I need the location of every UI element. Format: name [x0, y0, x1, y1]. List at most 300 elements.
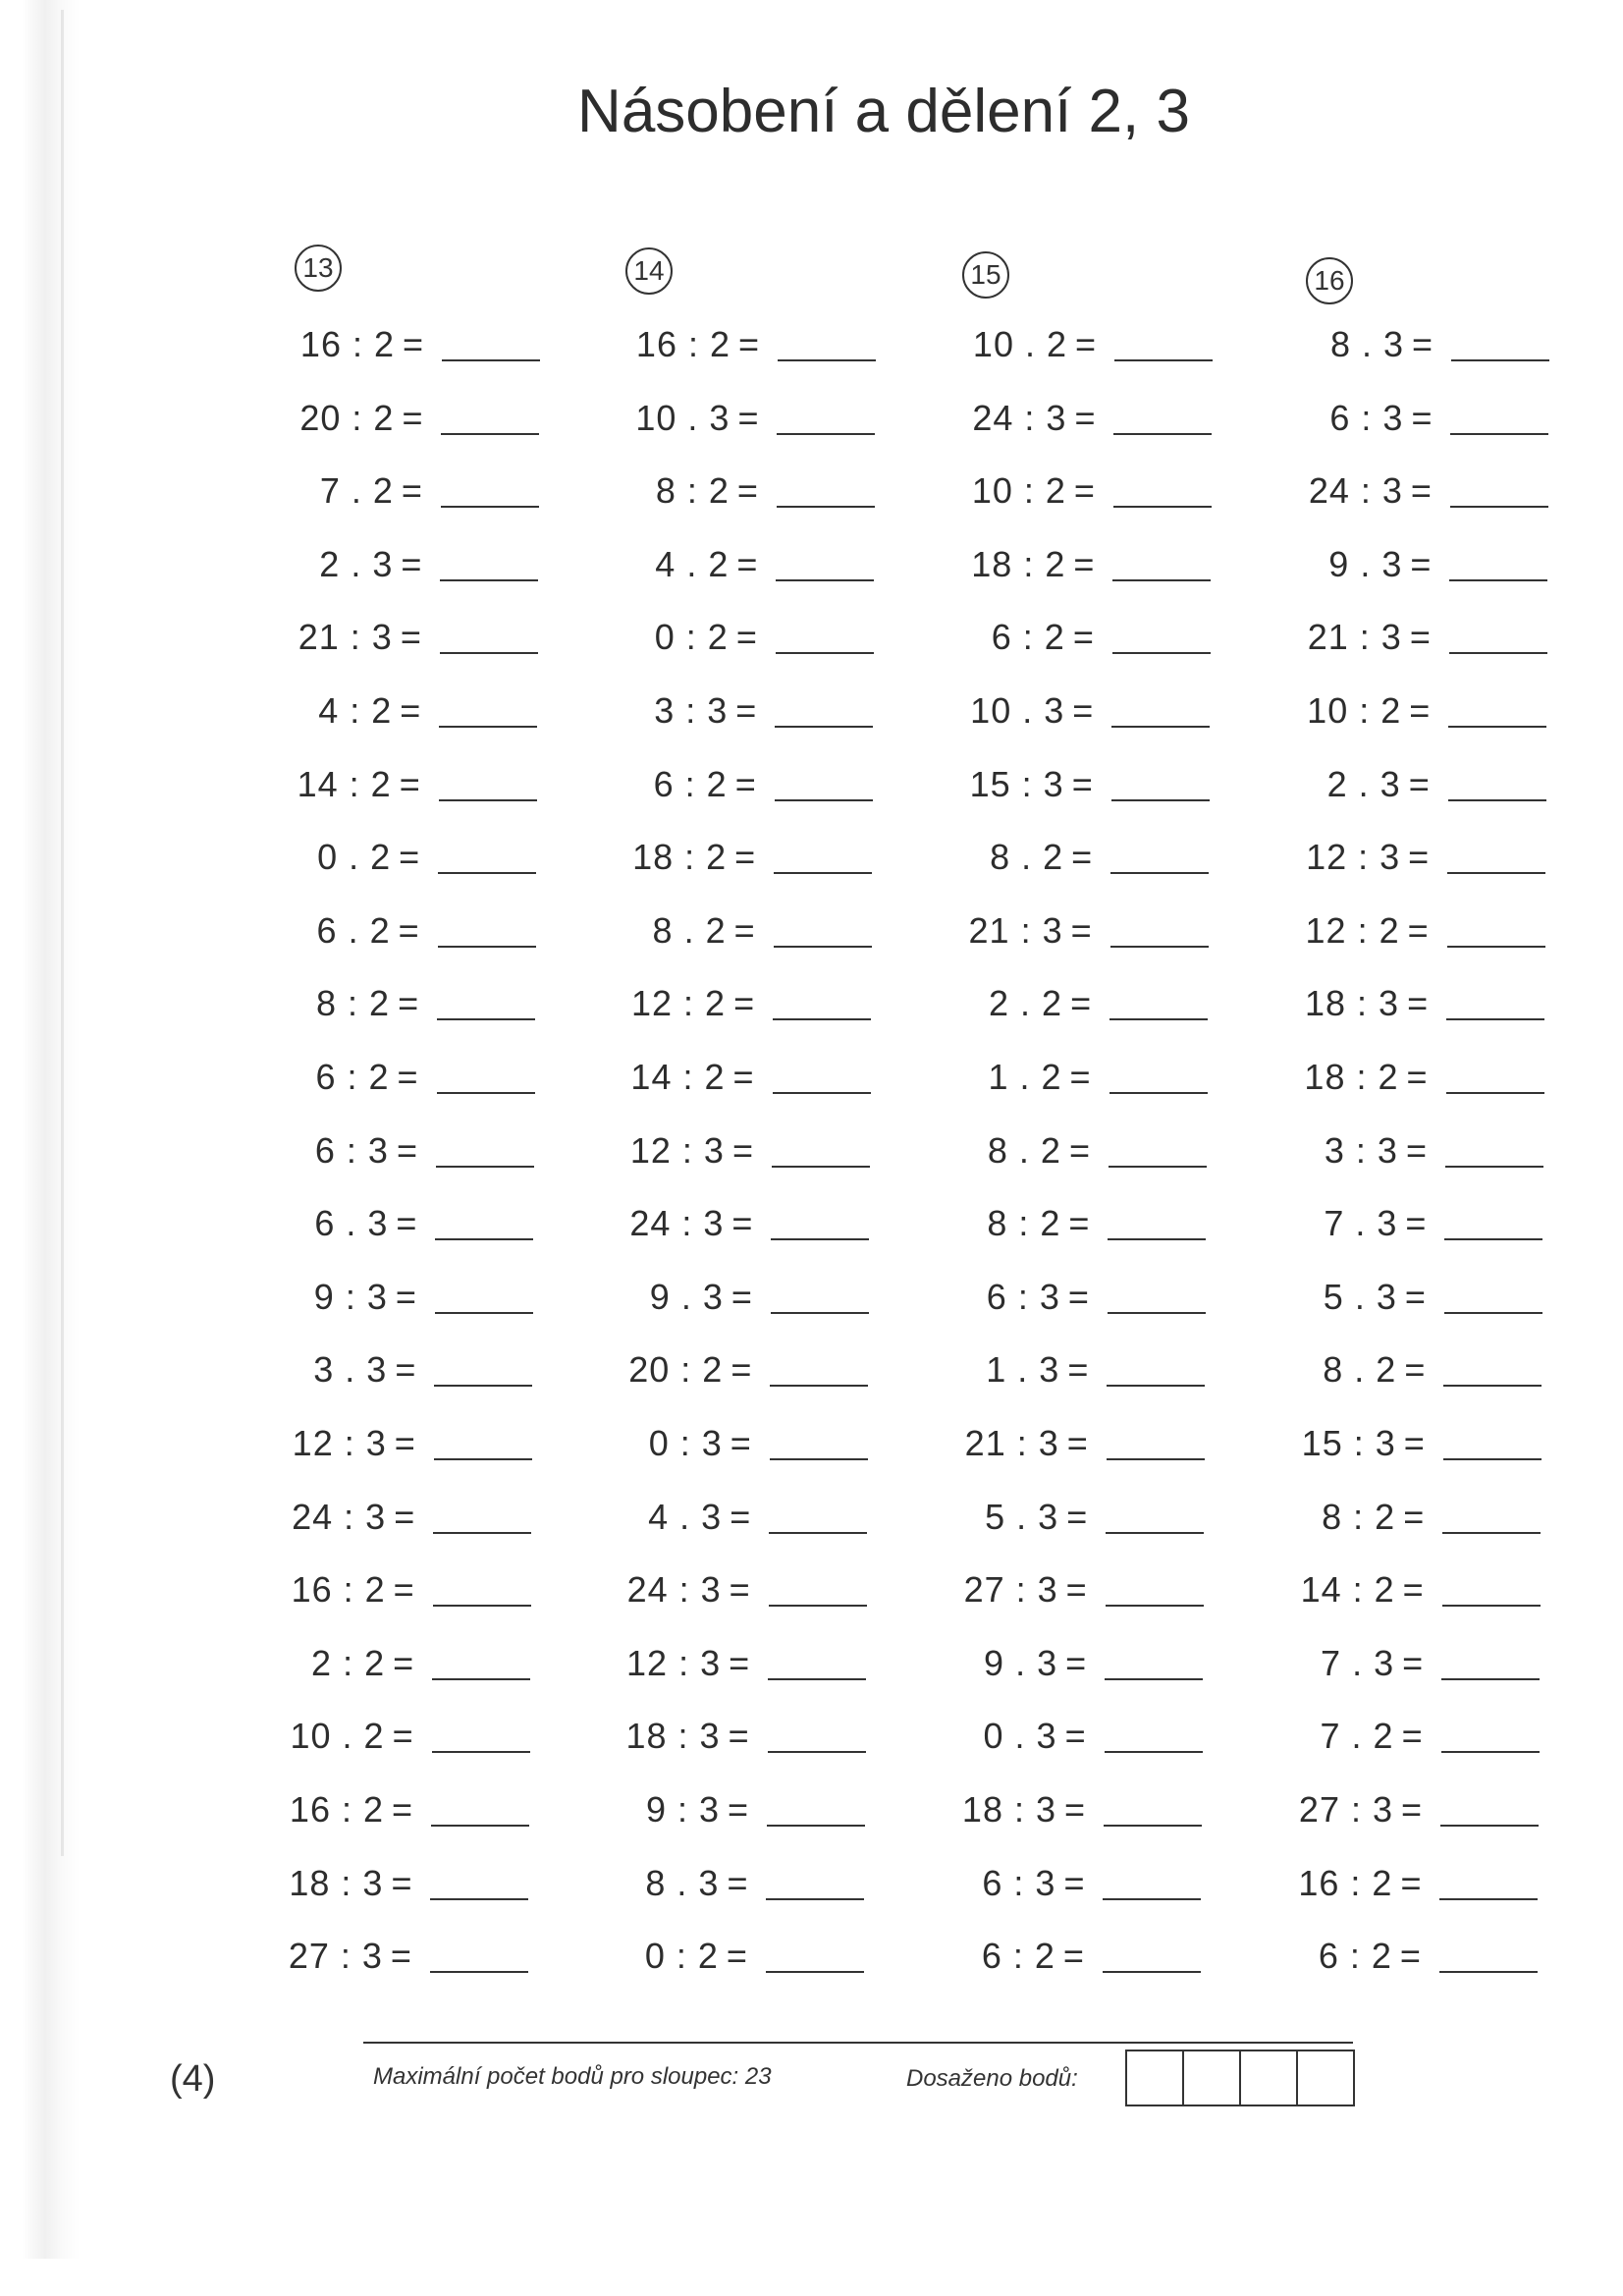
problem-expression: 8 . 2	[990, 837, 1064, 878]
answer-blank[interactable]	[430, 1898, 528, 1900]
equals-sign: =	[1409, 617, 1431, 658]
problem-expression: 6 : 3	[982, 1862, 1056, 1903]
problem-expression: 6 . 3	[314, 1203, 389, 1244]
answer-blank[interactable]	[1440, 1825, 1539, 1827]
problem-expression: 2 . 2	[989, 983, 1063, 1024]
problem-expression: 16 : 2	[1298, 1862, 1393, 1903]
problem-expression: 24 : 3	[626, 1569, 722, 1611]
problem-row	[1245, 320, 1559, 379]
problem-row	[562, 1712, 876, 1771]
problem-expression: 0 : 2	[644, 1936, 719, 1977]
problem-row	[569, 613, 884, 672]
problem-expression: 6 : 2	[981, 1936, 1055, 1977]
equals-sign: =	[1402, 1642, 1424, 1683]
problem-expression: 16 : 2	[635, 324, 730, 364]
answer-blank[interactable]	[1439, 1898, 1538, 1900]
equals-sign: =	[737, 397, 759, 438]
problem-row	[236, 320, 550, 379]
score-box[interactable]	[1125, 2050, 1184, 2106]
problem-expression: 7 . 2	[319, 470, 394, 512]
problem-expression: 7 . 3	[1324, 1203, 1398, 1244]
equals-sign: =	[730, 1349, 752, 1391]
problem-expression: 9 . 3	[649, 1276, 724, 1317]
answer-blank[interactable]	[441, 433, 539, 435]
problem-row	[235, 394, 549, 453]
answer-blank[interactable]	[439, 799, 537, 801]
problem-row	[565, 1199, 879, 1258]
problem-expression: 0 . 3	[983, 1716, 1057, 1757]
problem-row	[568, 833, 882, 892]
answer-blank[interactable]	[777, 506, 875, 508]
problem-row	[565, 1273, 879, 1332]
equals-sign: =	[398, 983, 419, 1024]
answer-blank[interactable]	[778, 359, 876, 361]
equals-sign: =	[1064, 1716, 1086, 1757]
answer-blank[interactable]	[774, 946, 872, 948]
problem-expression: 10 . 2	[290, 1716, 385, 1757]
problem-expression: 0 . 2	[317, 837, 392, 878]
problem-expression: 8 . 3	[645, 1862, 720, 1903]
answer-blank[interactable]	[441, 506, 539, 508]
problem-expression: 8 . 2	[652, 909, 727, 951]
problem-row	[896, 1859, 1211, 1918]
problem-expression: 27 : 3	[288, 1936, 383, 1977]
problem-row	[224, 1932, 538, 1991]
answer-blank[interactable]	[1448, 726, 1546, 728]
equals-sign: =	[397, 1057, 418, 1097]
answer-blank[interactable]	[1113, 433, 1212, 435]
problem-row	[1235, 1639, 1549, 1698]
problem-row	[904, 906, 1218, 965]
answer-blank[interactable]	[770, 1458, 868, 1460]
problem-row	[903, 979, 1217, 1038]
answer-blank[interactable]	[1443, 1458, 1542, 1460]
answer-blank[interactable]	[771, 1238, 869, 1240]
answer-blank[interactable]	[1107, 1458, 1205, 1460]
problem-row	[1238, 1273, 1552, 1332]
problem-expression: 9 : 3	[645, 1789, 720, 1830]
answer-blank[interactable]	[433, 1532, 531, 1534]
equals-sign: =	[1074, 397, 1096, 438]
problem-expression: 8 : 2	[1322, 1496, 1396, 1537]
answer-blank[interactable]	[771, 1312, 869, 1314]
equals-sign: =	[392, 1716, 413, 1757]
problem-row	[899, 1565, 1214, 1624]
answer-blank[interactable]	[1109, 1018, 1208, 1020]
problem-expression: 0 : 2	[654, 617, 729, 658]
answer-blank[interactable]	[1441, 1751, 1540, 1753]
answer-blank[interactable]	[1103, 1971, 1201, 1973]
problem-expression: 4 : 2	[318, 690, 393, 731]
footer-divider	[363, 2042, 1353, 2044]
problem-expression: 7 . 3	[1321, 1642, 1395, 1683]
problem-row	[905, 760, 1219, 819]
problem-expression: 6 : 3	[986, 1276, 1060, 1317]
problem-expression: 1 . 2	[988, 1057, 1062, 1097]
equals-sign: =	[1072, 617, 1094, 658]
problem-row	[1241, 906, 1555, 965]
answer-blank[interactable]	[431, 1825, 529, 1827]
problem-row	[897, 1785, 1212, 1844]
equals-sign: =	[736, 470, 758, 512]
answer-blank[interactable]	[773, 1092, 871, 1094]
column-number-badge: 14	[625, 247, 673, 295]
answer-blank[interactable]	[434, 1458, 532, 1460]
problem-row	[1240, 1053, 1554, 1112]
problem-row	[231, 1053, 545, 1112]
problem-row	[898, 1712, 1213, 1771]
equals-sign: =	[1410, 470, 1432, 512]
answer-blank[interactable]	[439, 726, 537, 728]
answer-blank[interactable]	[775, 726, 873, 728]
answer-blank[interactable]	[1442, 1532, 1541, 1534]
answer-blank[interactable]	[436, 1166, 534, 1168]
problem-row	[902, 1126, 1217, 1185]
problem-expression: 18 : 3	[961, 1789, 1056, 1830]
answer-blank[interactable]	[774, 872, 872, 874]
answer-blank[interactable]	[775, 799, 873, 801]
problem-row	[567, 979, 881, 1038]
problem-expression: 12 : 3	[626, 1642, 722, 1683]
equals-sign: =	[1067, 1349, 1089, 1391]
answer-blank[interactable]	[1444, 1238, 1542, 1240]
answer-blank[interactable]	[1107, 1385, 1205, 1387]
achieved-points-label: Dosaženo bodů:	[906, 2065, 1078, 2092]
equals-sign: =	[395, 1276, 416, 1317]
equals-sign: =	[730, 1423, 751, 1463]
problem-expression: 18 : 2	[632, 837, 728, 878]
problem-expression: 18 : 3	[1304, 983, 1400, 1024]
problem-expression: 27 : 3	[1298, 1789, 1393, 1830]
problem-expression: 21 : 3	[298, 617, 393, 658]
problem-row	[896, 1932, 1211, 1991]
answer-blank[interactable]	[1111, 726, 1210, 728]
equals-sign: =	[394, 1423, 415, 1463]
answer-blank[interactable]	[777, 433, 875, 435]
problem-expression: 1 . 3	[986, 1349, 1060, 1391]
problem-row	[568, 686, 883, 745]
answer-blank[interactable]	[434, 1385, 532, 1387]
answer-blank[interactable]	[770, 1385, 868, 1387]
problem-row	[1237, 1345, 1551, 1404]
answer-blank[interactable]	[1445, 1166, 1543, 1168]
answer-blank[interactable]	[438, 946, 536, 948]
equals-sign: =	[1407, 983, 1429, 1024]
equals-sign: =	[733, 983, 755, 1024]
answer-blank[interactable]	[1111, 799, 1210, 801]
equals-sign: =	[1075, 324, 1097, 364]
answer-blank[interactable]	[442, 359, 540, 361]
answer-blank[interactable]	[430, 1971, 528, 1973]
problem-expression: 8 . 3	[1329, 324, 1404, 364]
equals-sign: =	[402, 397, 423, 438]
answer-blank[interactable]	[437, 1092, 535, 1094]
answer-blank[interactable]	[1447, 946, 1545, 948]
answer-blank[interactable]	[766, 1898, 864, 1900]
problem-expression: 3 : 3	[1324, 1129, 1398, 1171]
problem-row	[234, 613, 548, 672]
equals-sign: =	[1401, 1716, 1423, 1757]
problem-expression: 8 . 2	[1323, 1349, 1397, 1391]
problem-expression: 14 : 2	[297, 763, 392, 804]
problem-expression: 10 : 2	[1307, 690, 1402, 731]
equals-sign: =	[1411, 397, 1433, 438]
equals-sign: =	[731, 1129, 753, 1171]
equals-sign: =	[726, 1936, 747, 1977]
answer-blank[interactable]	[1108, 1238, 1206, 1240]
problem-row	[230, 1126, 544, 1185]
equals-sign: =	[731, 1203, 753, 1244]
problem-row	[1240, 979, 1554, 1038]
answer-blank[interactable]	[767, 1825, 865, 1827]
equals-sign: =	[1404, 1349, 1426, 1391]
answer-blank[interactable]	[1449, 652, 1547, 654]
answer-blank[interactable]	[1442, 1605, 1541, 1607]
equals-sign: =	[1404, 1276, 1426, 1317]
problem-expression: 16 : 2	[289, 1789, 384, 1830]
problem-expression: 6 : 2	[1318, 1936, 1392, 1977]
problem-expression: 16 : 2	[291, 1569, 386, 1611]
problem-expression: 24 : 3	[629, 1203, 725, 1244]
answer-blank[interactable]	[435, 1238, 533, 1240]
problem-expression: 8 : 2	[987, 1203, 1061, 1244]
answer-blank[interactable]	[766, 1971, 864, 1973]
problem-expression: 9 : 3	[313, 1276, 388, 1317]
problem-row	[568, 906, 882, 965]
equals-sign: =	[728, 1789, 749, 1830]
answer-blank[interactable]	[1451, 359, 1549, 361]
problem-row	[1235, 1712, 1549, 1771]
answer-blank[interactable]	[1449, 579, 1547, 581]
problem-expression: 21 : 3	[968, 909, 1063, 951]
max-points-note: Maximální počet bodů pro sloupec: 23	[373, 2063, 772, 2090]
problem-row	[227, 1565, 541, 1624]
problem-expression: 8 : 2	[655, 470, 730, 512]
answer-blank[interactable]	[768, 1678, 866, 1680]
equals-sign: =	[734, 763, 756, 804]
problem-expression: 18 : 3	[289, 1862, 384, 1903]
answer-blank[interactable]	[1444, 1312, 1542, 1314]
answer-blank[interactable]	[1110, 872, 1209, 874]
problem-expression: 24 : 3	[1308, 470, 1403, 512]
problem-row	[1238, 1199, 1552, 1258]
problem-row	[1244, 394, 1558, 453]
answer-blank[interactable]	[1106, 1532, 1204, 1534]
problem-row	[570, 394, 885, 453]
problem-row	[234, 540, 548, 599]
equals-sign: =	[1405, 1129, 1427, 1171]
problem-row	[235, 466, 549, 525]
answer-blank[interactable]	[1106, 1605, 1204, 1607]
answer-blank[interactable]	[1447, 872, 1545, 874]
equals-sign: =	[727, 1862, 748, 1903]
scan-edge-line	[61, 10, 64, 1856]
equals-sign: =	[391, 1862, 412, 1903]
equals-sign: =	[401, 543, 422, 584]
equals-sign: =	[1063, 1862, 1085, 1903]
equals-sign: =	[401, 470, 422, 512]
problem-row	[564, 1345, 878, 1404]
problem-expression: 18 : 2	[1304, 1057, 1399, 1097]
problem-row	[563, 1493, 877, 1552]
equals-sign: =	[1069, 1057, 1091, 1097]
score-boxes	[1127, 2050, 1355, 2106]
equals-sign: =	[1072, 690, 1094, 731]
answer-blank[interactable]	[1113, 506, 1212, 508]
problem-expression: 14 : 2	[630, 1057, 726, 1097]
equals-sign: =	[1065, 1569, 1087, 1611]
equals-sign: =	[730, 1496, 751, 1537]
answer-blank[interactable]	[1446, 1018, 1544, 1020]
problem-expression: 14 : 2	[1300, 1569, 1395, 1611]
problem-expression: 2 . 3	[1326, 763, 1401, 804]
problem-expression: 0 : 3	[648, 1423, 723, 1463]
answer-blank[interactable]	[440, 579, 538, 581]
problem-row	[228, 1345, 542, 1404]
answer-blank[interactable]	[1112, 579, 1211, 581]
problem-row	[899, 1493, 1214, 1552]
equals-sign: =	[728, 1716, 749, 1757]
answer-blank[interactable]	[1450, 506, 1548, 508]
problem-row	[567, 1053, 881, 1112]
answer-blank[interactable]	[432, 1678, 530, 1680]
problem-expression: 16 : 2	[299, 324, 395, 364]
problem-row	[226, 1712, 540, 1771]
answer-blank[interactable]	[1112, 652, 1211, 654]
score-box[interactable]	[1239, 2050, 1298, 2106]
answer-blank[interactable]	[1103, 1898, 1201, 1900]
answer-blank[interactable]	[769, 1532, 867, 1534]
answer-blank[interactable]	[768, 1751, 866, 1753]
answer-blank[interactable]	[1104, 1825, 1202, 1827]
answer-blank[interactable]	[1105, 1751, 1203, 1753]
answer-blank[interactable]	[432, 1751, 530, 1753]
equals-sign: =	[393, 1642, 414, 1683]
problem-row	[229, 1199, 543, 1258]
problem-expression: 12 : 2	[630, 983, 727, 1024]
equals-sign: =	[729, 1642, 750, 1683]
worksheet-title: Násobení a dělení 2, 3	[577, 78, 1190, 145]
answer-blank[interactable]	[776, 579, 874, 581]
problem-row	[229, 1273, 543, 1332]
problem-row	[570, 466, 885, 525]
answer-blank[interactable]	[438, 872, 536, 874]
answer-blank[interactable]	[1109, 1092, 1208, 1094]
problem-row	[900, 1419, 1215, 1478]
answer-blank[interactable]	[773, 1018, 871, 1020]
problem-expression: 2 : 2	[311, 1642, 386, 1683]
equals-sign: =	[1066, 1496, 1088, 1537]
answer-blank[interactable]	[435, 1312, 533, 1314]
answer-blank[interactable]	[1114, 359, 1213, 361]
problem-row	[1233, 1859, 1547, 1918]
problem-row	[227, 1493, 541, 1552]
equals-sign: =	[1406, 1057, 1428, 1097]
problem-row	[562, 1639, 876, 1698]
answer-blank[interactable]	[1439, 1971, 1538, 1973]
problem-row	[901, 1273, 1216, 1332]
answer-blank[interactable]	[1450, 433, 1548, 435]
equals-sign: =	[1401, 1789, 1423, 1830]
equals-sign: =	[1408, 837, 1430, 878]
problem-row	[1241, 833, 1555, 892]
equals-sign: =	[1412, 324, 1434, 364]
problem-row	[228, 1419, 542, 1478]
problem-expression: 9 . 3	[1328, 543, 1403, 584]
problem-row	[560, 1932, 874, 1991]
problem-row	[1244, 466, 1558, 525]
answer-blank[interactable]	[433, 1605, 531, 1607]
problem-expression: 20 : 2	[299, 397, 395, 438]
problem-expression: 7 . 2	[1320, 1716, 1394, 1757]
problem-expression: 24 : 3	[292, 1496, 387, 1537]
problem-expression: 8 : 2	[316, 983, 391, 1024]
equals-sign: =	[1067, 1276, 1089, 1317]
equals-sign: =	[1408, 763, 1430, 804]
answer-blank[interactable]	[769, 1605, 867, 1607]
problem-expression: 20 : 2	[628, 1349, 724, 1391]
answer-blank[interactable]	[1109, 1166, 1207, 1168]
answer-blank[interactable]	[1441, 1678, 1540, 1680]
equals-sign: =	[1400, 1862, 1422, 1903]
problem-row	[908, 320, 1222, 379]
answer-blank[interactable]	[1105, 1678, 1203, 1680]
answer-blank[interactable]	[1108, 1312, 1206, 1314]
answer-blank[interactable]	[1110, 946, 1209, 948]
problem-row	[1234, 1785, 1548, 1844]
answer-blank[interactable]	[1446, 1092, 1544, 1094]
problem-expression: 6 : 3	[314, 1129, 389, 1171]
answer-blank[interactable]	[437, 1018, 535, 1020]
answer-blank[interactable]	[776, 652, 874, 654]
problem-row	[232, 833, 546, 892]
problem-row	[1243, 540, 1557, 599]
problem-expression: 5 . 3	[1323, 1276, 1397, 1317]
equals-sign: =	[393, 1569, 414, 1611]
problem-row	[907, 466, 1221, 525]
score-box[interactable]	[1296, 2050, 1355, 2106]
problem-row	[1236, 1565, 1550, 1624]
problem-expression: 6 : 2	[315, 1057, 390, 1097]
equals-sign: =	[1068, 1129, 1090, 1171]
score-box[interactable]	[1182, 2050, 1241, 2106]
equals-sign: =	[1070, 909, 1092, 951]
answer-blank[interactable]	[772, 1166, 870, 1168]
equals-sign: =	[1064, 1789, 1086, 1830]
problem-expression: 10 . 2	[972, 324, 1067, 364]
scan-edge-shadow	[22, 0, 81, 2259]
answer-blank[interactable]	[1448, 799, 1546, 801]
equals-sign: =	[394, 1496, 415, 1537]
problem-expression: 10 . 3	[635, 397, 730, 438]
equals-sign: =	[396, 1129, 417, 1171]
equals-sign: =	[1073, 470, 1095, 512]
problem-expression: 3 : 3	[654, 690, 729, 731]
answer-blank[interactable]	[1443, 1385, 1542, 1387]
equals-sign: =	[398, 909, 419, 951]
problem-row	[566, 1126, 880, 1185]
equals-sign: =	[1066, 1423, 1088, 1463]
problem-row	[561, 1785, 875, 1844]
problem-expression: 15 : 3	[1301, 1423, 1396, 1463]
equals-sign: =	[732, 1057, 754, 1097]
problem-row	[1237, 1419, 1551, 1478]
equals-sign: =	[1399, 1936, 1421, 1977]
problem-row	[904, 833, 1218, 892]
answer-blank[interactable]	[440, 652, 538, 654]
problem-expression: 6 : 3	[1329, 397, 1404, 438]
equals-sign: =	[396, 1203, 417, 1244]
